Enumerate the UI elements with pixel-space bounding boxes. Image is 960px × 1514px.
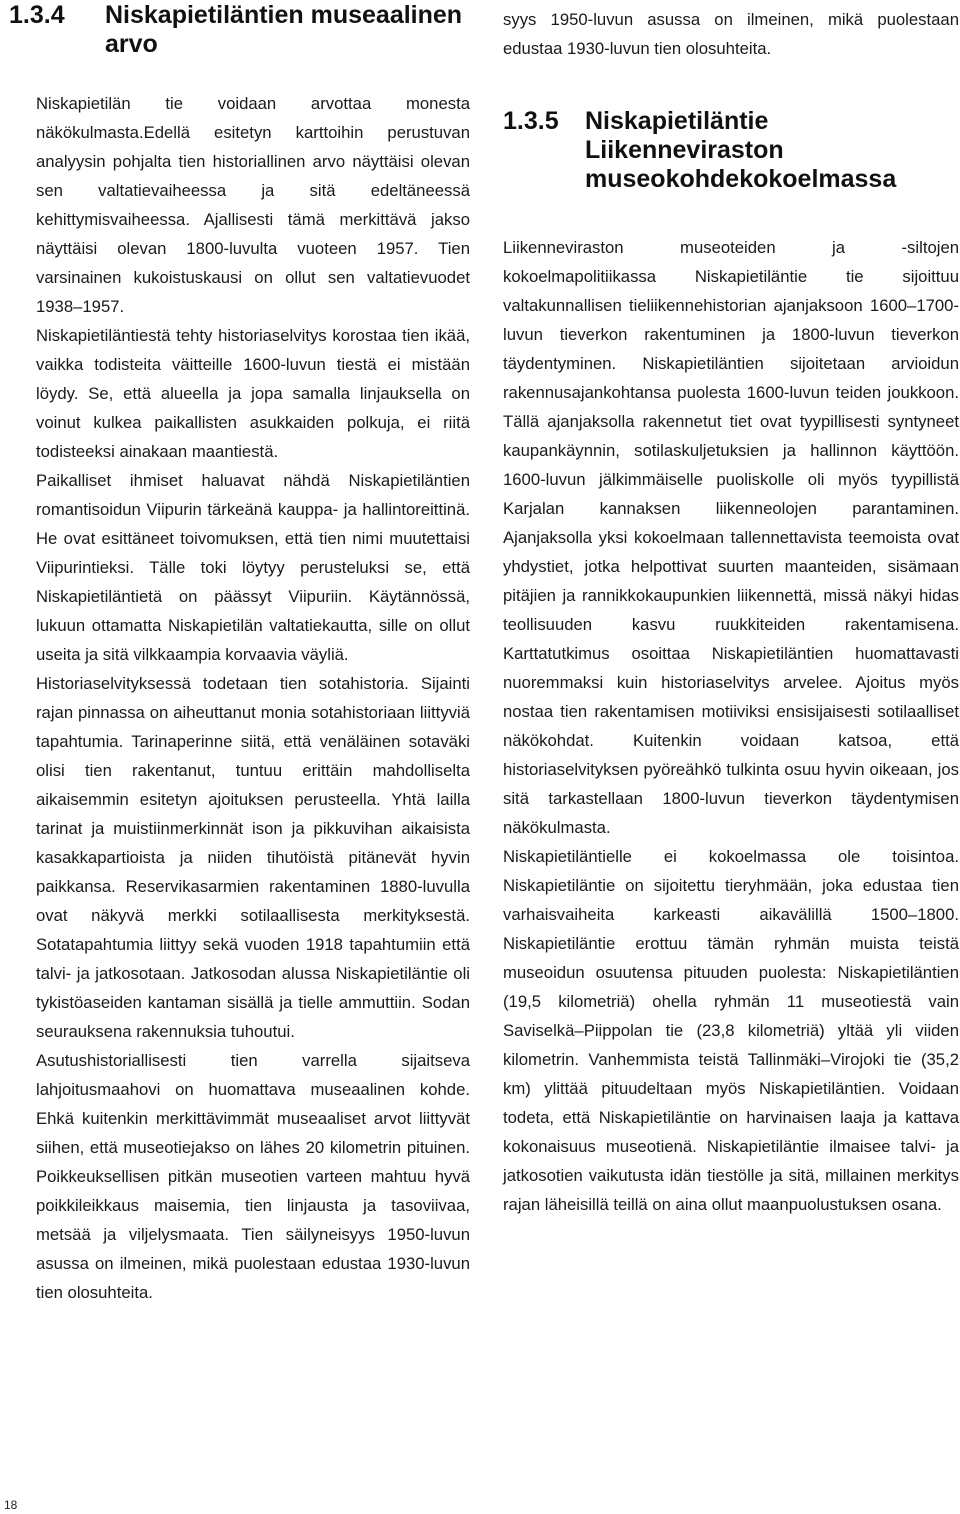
paragraph: Historiaselvityksessä todetaan tien sotahistoria. Sijainti rajan pinnassa on aiheuttanut monia sotahistoriaan liittyviä tapahtumia. Tarinaperinne siitä, että venäläinen sotaväki olisi tien rakentanut, tuntuu erittäin mahdolliselta aikaisemmin esitetyn ajoituksen perusteella. Yhtä lailla tarinat ja muistiinmerkinnät ison ja pikkuvihan aikaisista kasakkapartioista ja niiden tihutöistä pitänevät hyvin paikkansa. Reservikasarmien rakentaminen 1880-luvulla ovat näkyvä merkki sotilaallisesta merkityksestä. Sotatapahtumia liittyy sekä vuoden 1918 tapahtumiin että talvi- ja jatkosotaan. Jatkosodan alussa Niskapietiläntie oli tykistöaseiden kantaman sisällä ja tielle ammuttiin. Sodan seurauksena rakennuksia tuhoutui. <box>36 674 470 1041</box>
section-title: Niskapietiläntie Liikenneviraston museokohdekokoelmassa <box>585 107 897 193</box>
paragraph: Asutushistoriallisesti tien varrella sijaitseva lahjoitusmaahovi on huomattava museaalinen kohde. Ehkä kuitenkin merkittävimmät museaaliset arvot liittyvät siihen, että museotiejakso on lähes 20 kilometrin pituinen. Poikkeuksellisen pitkän museotien varteen mahtuu hyvä poikkileikkaus maisemia, tien linjausta ja tasoviivaa, metsää ja viljelysmaata. Tien säilyneisyys 1950-luvun asussa on ilmeinen, mikä puolestaan edustaa 1930-luvun tien olosuhteita. <box>36 1051 470 1302</box>
section-heading-1-3-5 <box>503 107 959 194</box>
continued-text <box>503 5 959 63</box>
paragraph: Paikalliset ihmiset haluavat nähdä Niskapietiläntien romantisoidun Viipurin tärkeänä kauppa- ja hallintoreittinä. He ovat esittäneet toivomuksen, että tien nimi muutettaisi Viipurintieksi. Tälle toki löytyy perusteluksi se, että Niskapietiläntietä on päässyt Viipuriin. Käytännössä, lukuun ottamatta Niskapietilän valtatiekautta, sille on ollut useita ja sitä vilkkaampia korvaavia väyliä. <box>36 471 470 664</box>
section-title: Niskapietiläntien museaalinen arvo <box>105 1 463 58</box>
paragraph: Niskapietiläntielle ei kokoelmassa ole toisintoa. Niskapietiläntie on sijoitettu tieryhmään, joka edustaa tien varhaisvaiheita karkeasti aikavälillä 1500–1800. Niskapietiläntie erottuu tämän ryhmän muista teistä museoidun osuutensa pituuden puolesta: Niskapietiläntien (19,5 kilometriä) ohella ryhmän 11 museotiestä vain Saviselkä–Piippolan tie (23,8 kilometriä) yltää yli viiden kilometrin. Vanhemmista teistä Tallinmäki–Virojoki tie (35,2 km) ylittää pituudeltaan myös Niskapietiläntien. Voidaan todeta, että Niskapietiläntie on harvinaisen laaja ja kattava kokonaisuus museotienä. Niskapietiläntie ilmaisee talvi- ja jatkosotien vaikutusta idän tiestölle ja sitä, millainen merkitys rajan läheisillä teillä on aina ollut maanpuolustuksen osana. <box>503 847 959 1214</box>
right-body <box>503 233 959 1219</box>
paragraph: Niskapietiläntiestä tehty historiaselvitys korostaa tien ikää, vaikka todisteita väitteille 1600-luvun tiestä ei mistään löydy. Se, että alueella ja jopa samalla linjauksella on voinut kulkea paikallisten asukkaiden polkuja, ei riitä todisteeksi ainakaan maantiestä. <box>36 326 470 461</box>
section-number: 1.3.4 <box>9 1 65 29</box>
paragraph: Niskapietilän tie voidaan arvottaa monesta näkökulmasta.Edellä esitetyn karttoihin perustuvan analyysin pohjalta tien historiallinen arvo näyttäisi olevan sen valtatievaiheessa ja sitä edeltäneessä kehittymisvaiheessa. Ajallisesti tämä merkittävä jakso näyttäisi olevan 1800-luvulta vuoteen 1957. Tien varsinainen kukoistuskausi on ollut sen valtatievuodet 1938–1957. <box>36 94 470 316</box>
section-heading-1-3-4 <box>9 1 479 59</box>
left-body <box>36 89 470 1307</box>
page-number: 18 <box>4 1498 18 1512</box>
section-number: 1.3.5 <box>503 107 559 135</box>
paragraph-continuation: syys 1950-luvun asussa on ilmeinen, mikä puolestaan edustaa 1930-luvun tien olosuhteita. <box>503 10 959 58</box>
paragraph: Liikenneviraston museoteiden ja -siltojen kokoelmapolitiikassa Niskapietiläntie tie sijoittuu valtakunnallisen tieliikennehistorian ajanjaksoon 1600–1700-luvun tieverkon rakentuminen ja 1800-luvun tieverkon täydentyminen. Niskapietiläntien sijoitetaan arvioidun rakennusajankohtansa puolesta 1600-luvun teiden joukkoon. Tällä ajanjaksolla rakennetut tiet ovat tyypillisesti syntyneet kaupankäynnin, sotilaskuljetuksien ja hallinnon käyttöön. 1600-luvun jälkimmäiselle puoliskolle oli myös tyypillistä Karjalan kannaksen liikenneolojen parantaminen. Ajanjaksolla yksi kokoelmaan tallennettavista teemoista ovat yhdystiet, jotka helpottivat suurten maanteiden, sisämaan pitäjien ja rannikkokaupunkien liikennettä, missä näkyi hidas teollisuuden kasvu ruukkiteiden rakentamisena. Karttatutkimus osoittaa Niskapietiläntien huomattavasti nuoremmaksi kuin historiaselvitys arvelee. Ajoitus myös nostaa tien rakentamisen motiiviksi ensisijaisesti sotilaalliset näkökohdat. Kuitenkin voidaan katsoa, että historiaselvityksen pyöreähkö tulkinta osuu hyvin oikeaan, jos sitä tarkastellaan 1800-luvun tieverkon täydentymisen näkökulmasta. <box>503 238 959 837</box>
